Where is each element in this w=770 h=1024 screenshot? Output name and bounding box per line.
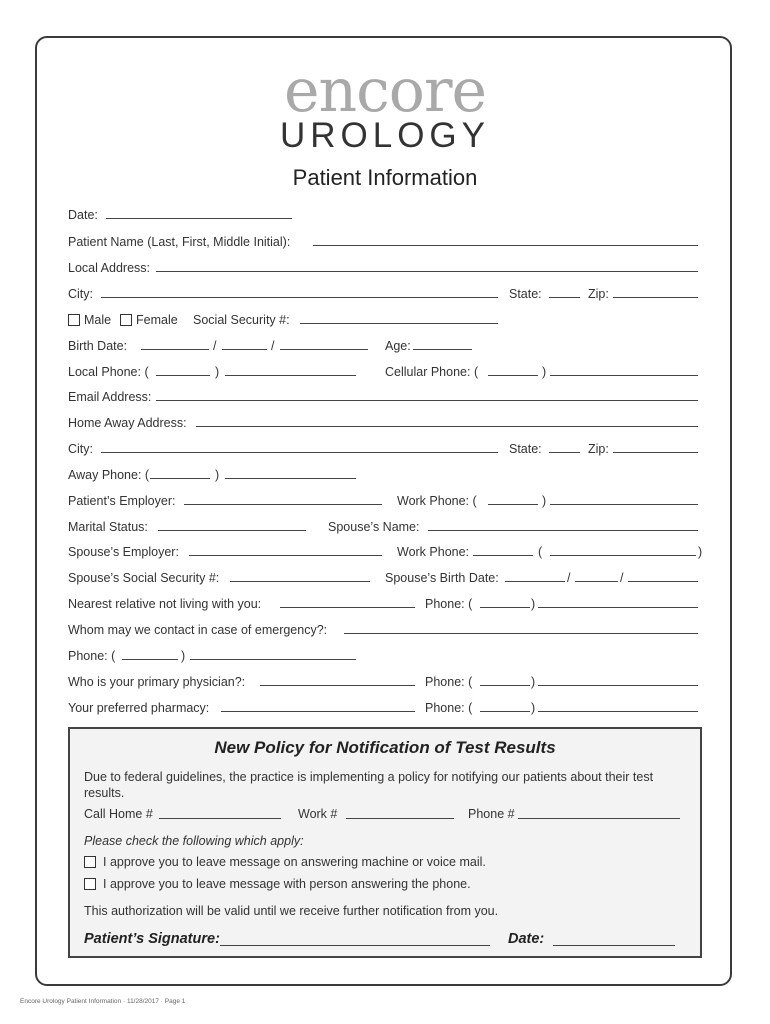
validity-text: This authorization will be valid until we receive further notification from you. bbox=[84, 904, 499, 918]
option-person-row bbox=[84, 876, 684, 894]
emergency-phone-close-paren: ) bbox=[181, 649, 186, 663]
away-phone-area-field[interactable] bbox=[150, 478, 210, 479]
pharmacy-field[interactable] bbox=[221, 711, 415, 712]
signature-date-field[interactable] bbox=[553, 945, 675, 946]
signature-date-label: Date: bbox=[508, 931, 545, 947]
option-machine-checkbox[interactable] bbox=[84, 856, 96, 868]
spouse-birth-slash-2: / bbox=[620, 571, 624, 585]
home-away-row bbox=[68, 413, 698, 433]
spouse-employer-row bbox=[68, 542, 703, 562]
local-phone-label: Local Phone: ( bbox=[68, 365, 149, 379]
spouse-work-area-field[interactable] bbox=[473, 555, 533, 556]
call-home-field[interactable] bbox=[159, 818, 281, 819]
male-label: Male bbox=[84, 313, 112, 327]
physician-phone-number-field[interactable] bbox=[538, 685, 698, 686]
employer-field[interactable] bbox=[184, 504, 382, 505]
emergency-phone-label: Phone: ( bbox=[68, 649, 116, 663]
emergency-phone-row bbox=[68, 646, 698, 666]
spouse-work-number-field[interactable] bbox=[550, 555, 696, 556]
email-field[interactable] bbox=[156, 400, 698, 401]
pharmacy-phone-close-paren: ) bbox=[531, 701, 536, 715]
away-zip-field[interactable] bbox=[613, 452, 698, 453]
spouse-employer-label: Spouse’s Employer: bbox=[68, 545, 179, 559]
pharmacy-phone-number-field[interactable] bbox=[538, 711, 698, 712]
work-phone-number-field[interactable] bbox=[550, 504, 698, 505]
spouse-birth-label: Spouse’s Birth Date: bbox=[385, 571, 499, 585]
away-phone-label: Away Phone: ( bbox=[68, 468, 150, 482]
birth-slash-2: / bbox=[271, 339, 275, 353]
away-city-row bbox=[68, 439, 698, 459]
local-address-field[interactable] bbox=[156, 271, 698, 272]
age-label: Age: bbox=[385, 339, 411, 353]
date-label: Date: bbox=[68, 208, 98, 222]
zip-field[interactable] bbox=[613, 297, 698, 298]
cellular-close-paren: ) bbox=[542, 365, 547, 379]
spouse-birth-day-field[interactable] bbox=[575, 581, 618, 582]
local-address-row bbox=[68, 258, 698, 278]
marital-label: Marital Status: bbox=[68, 520, 148, 534]
nearest-relative-label: Nearest relative not living with you: bbox=[68, 597, 262, 611]
female-label: Female bbox=[136, 313, 178, 327]
signature-label: Patient’s Signature: bbox=[84, 931, 220, 947]
test-results-policy-box bbox=[68, 727, 702, 958]
local-phone-number-field[interactable] bbox=[225, 375, 356, 376]
ssn-label: Social Security #: bbox=[193, 313, 290, 327]
date-field[interactable] bbox=[106, 218, 292, 219]
cellular-phone-label: Cellular Phone: ( bbox=[385, 365, 479, 379]
spouse-employer-field[interactable] bbox=[189, 555, 382, 556]
city-row bbox=[68, 284, 698, 304]
spouse-birth-year-field[interactable] bbox=[628, 581, 698, 582]
home-away-label: Home Away Address: bbox=[68, 416, 187, 430]
option-machine-row bbox=[84, 854, 684, 872]
local-address-label: Local Address: bbox=[68, 261, 150, 275]
spouse-birth-slash-1: / bbox=[567, 571, 571, 585]
option-person-checkbox[interactable] bbox=[84, 878, 96, 890]
away-state-label: State: bbox=[509, 442, 542, 456]
emergency-row bbox=[68, 620, 698, 640]
work-label: Work # bbox=[298, 807, 338, 821]
relative-phone-close-paren: ) bbox=[531, 597, 536, 611]
physician-row bbox=[68, 672, 698, 692]
emergency-label: Whom may we contact in case of emergency?: bbox=[68, 623, 328, 637]
state-label: State: bbox=[509, 287, 542, 301]
cellular-area-field[interactable] bbox=[488, 375, 538, 376]
age-field[interactable] bbox=[413, 349, 472, 350]
physician-phone-label: Phone: ( bbox=[425, 675, 473, 689]
state-field[interactable] bbox=[549, 297, 580, 298]
away-phone-row bbox=[68, 465, 698, 485]
birth-date-row bbox=[68, 336, 698, 356]
work-phone-label: Work Phone: ( bbox=[397, 494, 477, 508]
spouse-birth-month-field[interactable] bbox=[505, 581, 565, 582]
city-label: City: bbox=[68, 287, 93, 301]
emergency-phone-area-field[interactable] bbox=[122, 659, 178, 660]
birth-slash-1: / bbox=[213, 339, 217, 353]
physician-phone-area-field[interactable] bbox=[480, 685, 530, 686]
phone-label: Phone # bbox=[468, 807, 515, 821]
page-title: Patient Information bbox=[292, 165, 478, 190]
pharmacy-label: Your preferred pharmacy: bbox=[68, 701, 210, 715]
local-phone-close-paren: ) bbox=[215, 365, 220, 379]
email-row bbox=[68, 387, 698, 407]
spouse-ssn-field[interactable] bbox=[230, 581, 370, 582]
away-phone-number-field[interactable] bbox=[225, 478, 356, 479]
patient-name-row bbox=[68, 232, 698, 252]
cellular-number-field[interactable] bbox=[550, 375, 698, 376]
away-city-label: City: bbox=[68, 442, 93, 456]
pharmacy-row bbox=[68, 698, 698, 718]
city-field[interactable] bbox=[101, 297, 498, 298]
relative-phone-number-field[interactable] bbox=[538, 607, 698, 608]
relative-phone-area-field[interactable] bbox=[480, 607, 530, 608]
ssn-field[interactable] bbox=[300, 323, 498, 324]
male-checkbox[interactable] bbox=[68, 314, 80, 326]
birth-day-field[interactable] bbox=[222, 349, 267, 350]
pharmacy-phone-label: Phone: ( bbox=[425, 701, 473, 715]
birth-month-field[interactable] bbox=[141, 349, 209, 350]
spouse-name-field[interactable] bbox=[428, 530, 698, 531]
logo-urology: UROLOGY bbox=[279, 116, 491, 155]
spouse-ssn-label: Spouse’s Social Security #: bbox=[68, 571, 220, 585]
call-home-label: Call Home # bbox=[84, 807, 153, 821]
away-zip-label: Zip: bbox=[588, 442, 609, 456]
physician-label: Who is your primary physician?: bbox=[68, 675, 246, 689]
physician-field[interactable] bbox=[260, 685, 415, 686]
signature-field[interactable] bbox=[220, 945, 490, 946]
spouse-ssn-row bbox=[68, 568, 698, 588]
female-checkbox[interactable] bbox=[120, 314, 132, 326]
away-phone-close-paren: ) bbox=[215, 468, 220, 482]
spouse-work-close-paren: ) bbox=[698, 545, 703, 559]
work-phone-close-paren: ) bbox=[542, 494, 547, 508]
physician-phone-close-paren: ) bbox=[531, 675, 536, 689]
patient-name-field[interactable] bbox=[313, 245, 698, 246]
work-phone-area-field[interactable] bbox=[488, 504, 538, 505]
pharmacy-phone-area-field[interactable] bbox=[480, 711, 530, 712]
away-state-field[interactable] bbox=[549, 452, 580, 453]
spouse-work-open-paren: ( bbox=[538, 545, 543, 559]
birth-year-field[interactable] bbox=[280, 349, 368, 350]
patient-name-label: Patient Name (Last, First, Middle Initial): bbox=[68, 235, 291, 249]
email-label: Email Address: bbox=[68, 390, 152, 404]
policy-intro: Due to federal guidelines, the practice is implementing a policy for notifying our patients about their test results. bbox=[84, 770, 654, 800]
nearest-relative-field[interactable] bbox=[280, 607, 415, 608]
date-row bbox=[68, 205, 698, 225]
local-phone-area-field[interactable] bbox=[156, 375, 210, 376]
employer-label: Patient’s Employer: bbox=[68, 494, 176, 508]
emergency-phone-number-field[interactable] bbox=[190, 659, 356, 660]
option-person-label: I approve you to leave message with person answering the phone. bbox=[103, 877, 471, 891]
relative-phone-label: Phone: ( bbox=[425, 597, 473, 611]
option-machine-label: I approve you to leave message on answering machine or voice mail. bbox=[103, 855, 486, 869]
phone-field[interactable] bbox=[518, 818, 680, 819]
work-field[interactable] bbox=[346, 818, 454, 819]
contact-numbers-row bbox=[84, 806, 694, 824]
spouse-name-label: Spouse’s Name: bbox=[328, 520, 420, 534]
logo-encore: encore bbox=[283, 56, 487, 126]
marital-field[interactable] bbox=[158, 530, 306, 531]
away-city-field[interactable] bbox=[101, 452, 498, 453]
marital-row bbox=[68, 517, 698, 537]
page-footer: Encore Urology Patient Information · 11/28/2017 · Page 1 bbox=[20, 998, 186, 1005]
home-away-field[interactable] bbox=[196, 426, 698, 427]
signature-row bbox=[84, 930, 694, 950]
zip-label: Zip: bbox=[588, 287, 609, 301]
birth-date-label: Birth Date: bbox=[68, 339, 128, 353]
employer-row bbox=[68, 491, 698, 511]
spouse-work-phone-label: Work Phone: bbox=[397, 545, 470, 559]
nearest-relative-row bbox=[68, 594, 698, 614]
emergency-field[interactable] bbox=[344, 633, 698, 634]
local-phone-row bbox=[68, 362, 698, 382]
gender-ssn-row bbox=[68, 310, 698, 330]
policy-title: New Policy for Notification of Test Results bbox=[214, 738, 556, 757]
check-prompt: Please check the following which apply: bbox=[84, 834, 304, 848]
